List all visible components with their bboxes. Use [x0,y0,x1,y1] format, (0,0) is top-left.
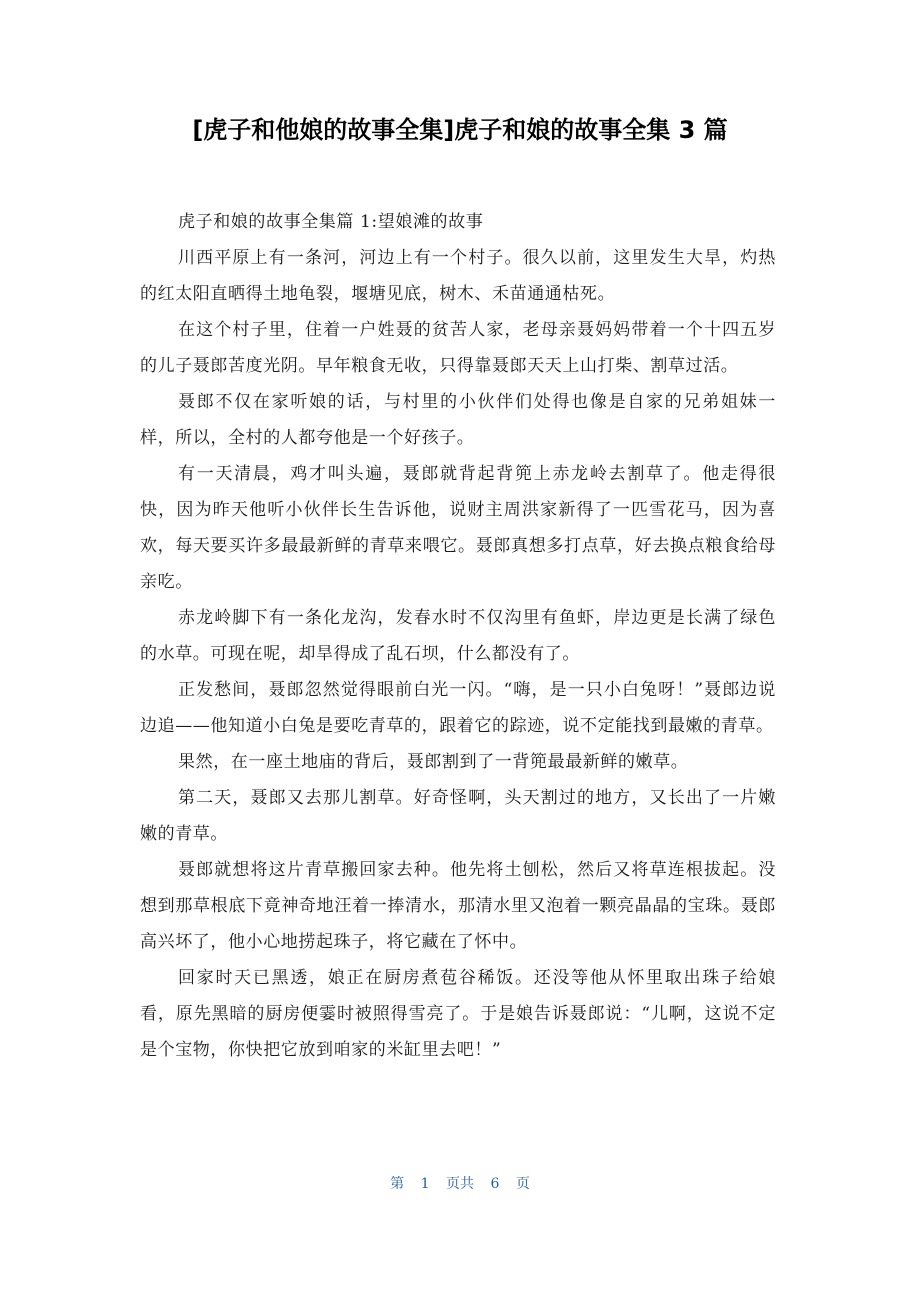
paragraph: 川西平原上有一条河，河边上有一个村子。很久以前，这里发生大旱，灼热的红太阳直晒得土地龟裂，堰塘见底，树木、禾苗通通枯死。 [140,248,776,304]
paragraph: 回家时天已黑透，娘正在厨房煮苞谷稀饭。还没等他从怀里取出珠子给娘看，原先黑暗的厨房便霎时被照得雪亮了。于是娘告诉聂郎说：“儿啊，这说不定是个宝物，你快把它放到咱家的米缸里去吧！” [140,968,776,1060]
footer-suffix: 页 [515,1176,530,1192]
document-title: [虎子和他娘的故事全集]虎子和娘的故事全集 3 篇 [192,116,728,144]
paragraph: 果然，在一座土地庙的背后，聂郎割到了一背篼最最新鲜的嫩草。 [178,752,689,772]
footer-prefix: 第 [390,1176,405,1192]
paragraph: 有一天清晨，鸡才叫头遍，聂郎就背起背篼上赤龙岭去割草了。他走得很快，因为昨天他听小伙伴长生告诉他，说财主周洪家新得了一匹雪花马，因为喜欢，每天要买许多最最新鲜的青草来喂它。聂郎真想多打点草，好去换点粮食给母亲吃。 [140,464,776,592]
footer-mid: 页共 [446,1176,474,1192]
paragraph: 聂郎就想将这片青草搬回家去种。他先将土刨松，然后又将草连根拔起。没想到那草根底下竟神奇地汪着一捧清水，那清水里又泡着一颗亮晶晶的宝珠。聂郎高兴坏了，他小心地捞起珠子，将它藏在了怀中。 [140,860,776,952]
paragraph: 第二天，聂郎又去那儿割草。好奇怪啊，头天割过的地方，又长出了一片嫩嫩的青草。 [140,788,776,844]
paragraph: 赤龙岭脚下有一条化龙沟，发春水时不仅沟里有鱼虾，岸边更是长满了绿色的水草。可现在呢，却旱得成了乱石坝，什么都没有了。 [140,608,776,664]
paragraph: 正发愁间，聂郎忽然觉得眼前白光一闪。“嗨，是一只小白兔呀！”聂郎边说边追——他知道小白兔是要吃青草的，跟着它的踪迹，说不定能找到最嫩的青草。 [140,680,776,736]
document-body [140,204,776,1068]
footer-total-pages: 6 [490,1176,500,1192]
page-footer [0,1172,920,1196]
paragraph-section-heading: 虎子和娘的故事全集篇 1:望娘滩的故事 [178,212,484,232]
paragraph: 聂郎不仅在家听娘的话，与村里的小伙伴们处得也像是自家的兄弟姐妹一样，所以，全村的人都夸他是一个好孩子。 [140,392,776,448]
paragraph: 在这个村子里，住着一户姓聂的贫苦人家，老母亲聂妈妈带着一个十四五岁的儿子聂郎苦度光阴。早年粮食无收，只得靠聂郎天天上山打柴、割草过活。 [140,320,776,376]
footer-current-page: 1 [420,1176,430,1192]
